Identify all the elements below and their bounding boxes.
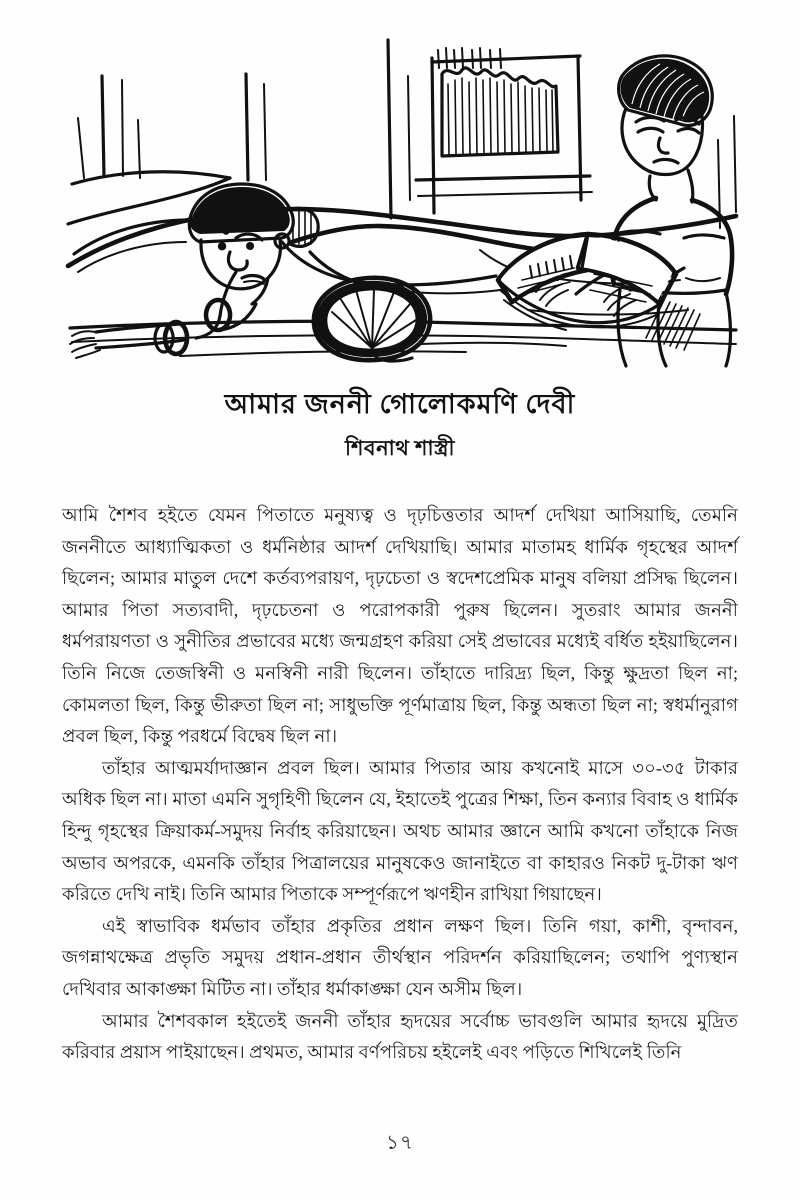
hand-fan-icon — [314, 278, 430, 361]
paragraph-2: তাঁহার আত্মমর্যাদাজ্ঞান প্রবল ছিল। আমার পিতার আয় কখনোই মাসে ৩০-৩৫ টাকার অধিক ছিল না। মাতা এমনি সুগৃহিণী ছিলেন যে, ইহাতেই পুত্রের শিক্ষা, তিন কন্যার বিবাহ ও ধার্মিক হিন্দু গৃহস্থের ক্রিয়াকর্ম-সমুদয় নির্বাহ করিয়াছেন। অথচ আমার জ্ঞানে আমি কখনো তাঁহাকে নিজ অভাব অপরকে, এমনকি তাঁহার পিত্রালয়ের মানুষকেও জানাইতে বা কাহারও নিকট দু-টাকা ঋণ করিতে দেখি নাই। তিনি আমার পিতাকে সম্পূর্ণরূপে ঋণহীন রাখিয়া গিয়াছেন। — [62, 757, 738, 905]
pillow-icon — [74, 220, 190, 272]
page-number: ১৭ — [386, 1132, 414, 1154]
window-icon — [388, 40, 592, 218]
paragraph-1: আমি শৈশব হইতে যেমন পিতাতে মনুষ্যত্ব ও দৃঢ়চিত্ততার আদর্শ দেখিয়া আসিয়াছি, তেমনি জননীতে আধ্যাত্মিকতা ও ধর্মনিষ্ঠার আদর্শ দেখিয়াছি। আমার মাতামহ ধার্মিক গৃহস্থের আদর্শ ছিলেন; আমার মাতুল দেশে কর্তব্যপরায়ণ, দৃঢ়চেতা ও স্বদেশপ্রেমিক মানুষ বলিয়া প্রসিদ্ধ ছিলেন। আমার পিতা সত্যবাদী, দৃঢ়চেতনা ও পরোপকারী পুরুষ ছিলেন। সুতরাং আমার জননী ধর্মপরায়ণতা ও সুনীতির প্রভাবের মধ্যে জন্মগ্রহণ করিয়া সেই প্রভাবের মধ্যেই বর্ধিত হইয়াছিলেন। তিনি নিজে তেজস্বিনী ও মনস্বিনী নারী ছিলেন। তাঁহাতে দারিদ্র্য ছিল, কিন্তু ক্ষুদ্রতা ছিল না; কোমলতা ছিল, কিন্তু ভীরুতা ছিল না; সাধুভক্তি পূর্ণমাত্রায় ছিল, কিন্তু অন্ধতা ছিল না; স্বধর্মানুরাগ প্রবল ছিল, কিন্তু পরধর্মে বিদ্বেষ ছিল না। — [62, 505, 738, 747]
paragraph-3: এই স্বাভাবিক ধর্মভাব তাঁহার প্রকৃতির প্রধান লক্ষণ ছিল। তিনি গয়া, কাশী, বৃন্দাবন, জগন্নাথক্ষেত্র প্রভৃতি সমুদয় প্রধান-প্রধান তীর্থস্থান পরিদর্শন করিয়াছিলেন; তথাপি পুণ্যস্থান দেখিবার আকাঙ্ক্ষা মিটিত না। তাঁহার ধর্মাকাঙ্ক্ষা যেন অসীম ছিল। — [62, 915, 738, 999]
paragraph-4: আমার শৈশবকাল হইতেই জননী তাঁহার হৃদয়ের সর্বোচ্চ ভাবগুলি আমার হৃদয়ে মুদ্রিত করিবার প্রয়াস পাইয়াছেন। প্রথমত, আমার বর্ণপরিচয় হইলেই এবং পড়িতে শিখিলেই তিনি — [62, 1010, 738, 1063]
author-byline: শিবনাথ শাস্ত্রী — [344, 435, 456, 460]
body-text — [62, 500, 738, 1069]
chapter-illustration — [60, 28, 740, 368]
page-title: আমার জননী গোলোকমণি দেবী — [224, 389, 576, 419]
title-block — [60, 388, 740, 467]
illustration-svg — [60, 28, 740, 368]
